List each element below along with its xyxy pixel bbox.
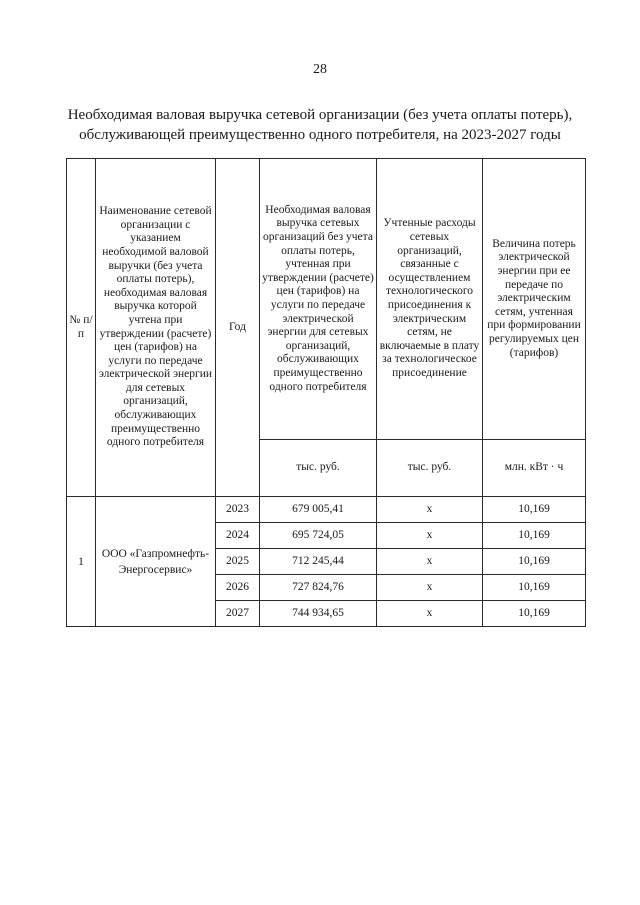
cell-year: 2025 [216, 549, 260, 575]
cell-required-revenue: 695 724,05 [260, 523, 377, 549]
header-connection-expenses: Учтенные расходы сетевых организаций, связанные с осуществлением технологического присоединения к электрическим сетям, не включаемые в плату за технологическое присоединение [377, 159, 483, 440]
cell-year: 2024 [216, 523, 260, 549]
unit-required-revenue: тыс. руб. [260, 440, 377, 497]
revenue-table [66, 158, 586, 627]
organization-name: ООО «Газпромнефть-Энергосервис» [96, 497, 216, 627]
cell-energy-losses: 10,169 [483, 601, 586, 627]
unit-connection-expenses: тыс. руб. [377, 440, 483, 497]
cell-connection-expenses: x [377, 601, 483, 627]
cell-year: 2026 [216, 575, 260, 601]
cell-connection-expenses: x [377, 549, 483, 575]
document-title [40, 105, 600, 145]
header-num: № п/п [67, 159, 96, 497]
table-row [67, 497, 586, 523]
header-year: Год [216, 159, 260, 497]
cell-energy-losses: 10,169 [483, 497, 586, 523]
cell-connection-expenses: x [377, 575, 483, 601]
table-header-row [67, 159, 586, 440]
cell-energy-losses: 10,169 [483, 523, 586, 549]
cell-energy-losses: 10,169 [483, 549, 586, 575]
header-required-revenue: Необходимая валовая выручка сетевых организаций без учета оплаты потерь, учтенная при утверждении (расчете) цен (тарифов) на услуги по передаче электрической энергии для сетевых организаций, обслуживающих преимущественно одного потребителя [260, 159, 377, 440]
cell-year: 2027 [216, 601, 260, 627]
cell-connection-expenses: x [377, 497, 483, 523]
cell-required-revenue: 712 245,44 [260, 549, 377, 575]
page-number: 28 [313, 62, 327, 77]
header-organization-name: Наименование сетевой организации с указанием необходимой валовой выручки (без учета оплаты потерь), необходимая валовая выручка которой учтена при утверждении (расчете) цен (тарифов) на услуги по передаче электрической энергии для сетевых организаций, обслуживающих преимущественно одного потребителя [96, 159, 216, 497]
row-number: 1 [67, 497, 96, 627]
unit-energy-losses: млн. кВт · ч [483, 440, 586, 497]
cell-required-revenue: 744 934,65 [260, 601, 377, 627]
document-title-line-1: Необходимая валовая выручка сетевой организации (без учета оплаты потерь), [67, 107, 573, 123]
document-title-line-2: обслуживающей преимущественно одного потребителя, на 2023-2027 годы [79, 127, 561, 143]
cell-energy-losses: 10,169 [483, 575, 586, 601]
cell-required-revenue: 679 005,41 [260, 497, 377, 523]
header-energy-losses: Величина потерь электрической энергии при ее передаче по электрическим сетям, учтенная при формировании регулируемых цен (тарифов) [483, 159, 586, 440]
cell-connection-expenses: x [377, 523, 483, 549]
cell-required-revenue: 727 824,76 [260, 575, 377, 601]
cell-year: 2023 [216, 497, 260, 523]
